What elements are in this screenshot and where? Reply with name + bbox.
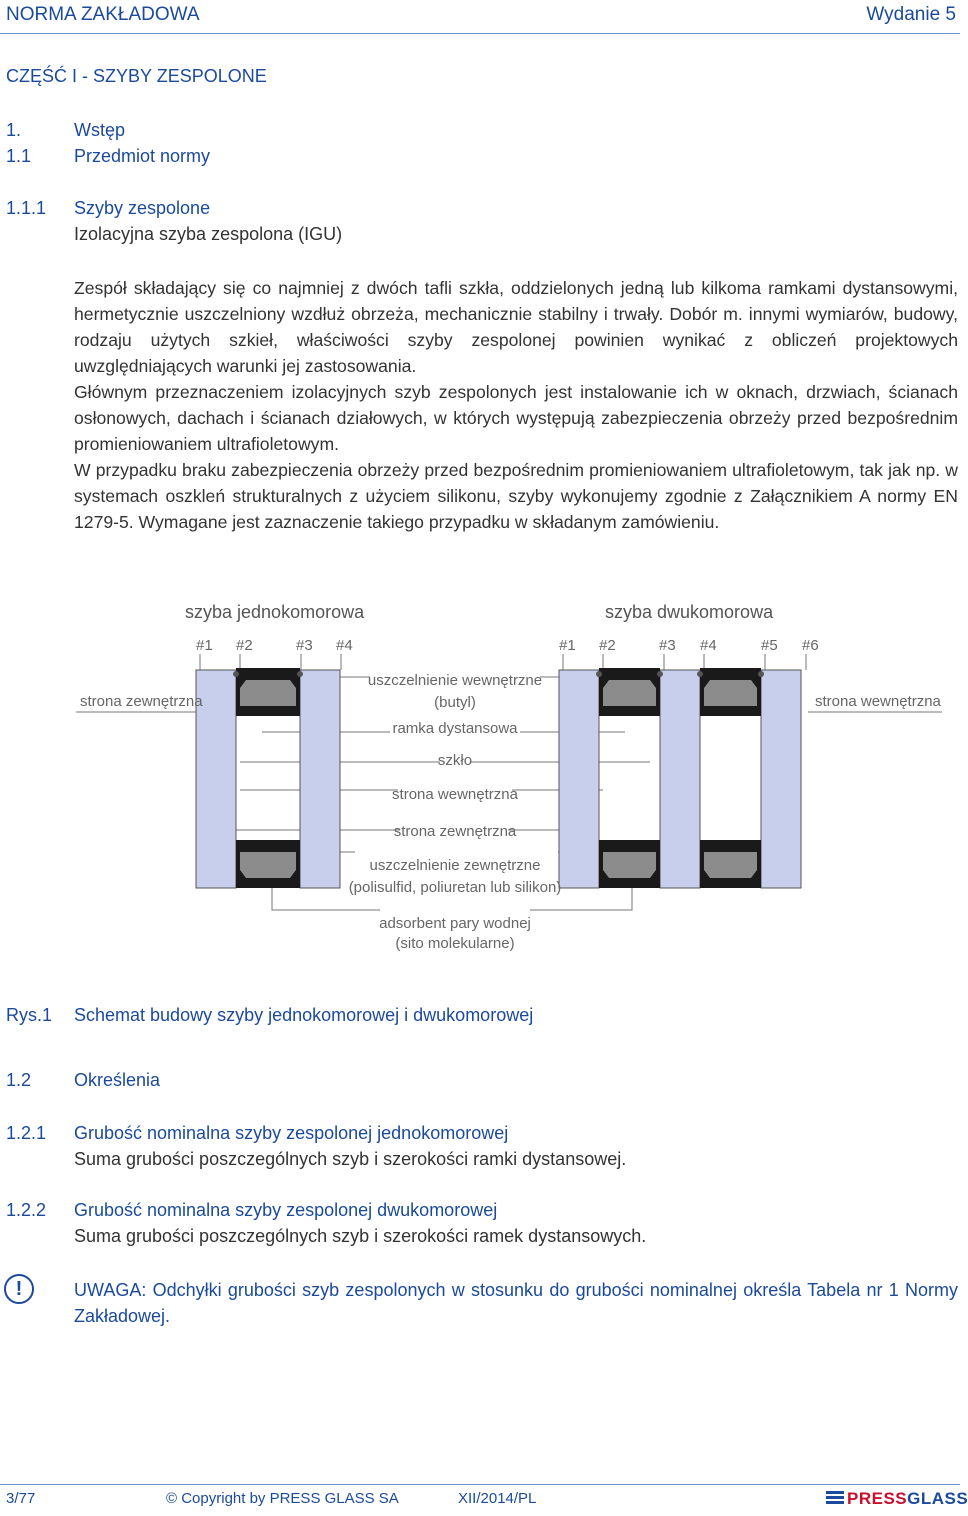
section-title: Grubość nominalna szyby zespolonej jednokomorowej <box>74 1123 509 1143</box>
section-title: Przedmiot normy <box>74 146 211 166</box>
desiccant <box>240 680 296 706</box>
surface-label: #3 <box>659 637 676 654</box>
single-chamber-unit <box>196 668 340 888</box>
surface-label: #5 <box>761 637 778 654</box>
surface-label: #1 <box>196 637 213 654</box>
surface-label: #2 <box>236 637 253 654</box>
igu-diagram <box>0 590 960 960</box>
glass-pane <box>300 670 340 888</box>
section-number: 1. <box>6 120 22 140</box>
callout-label: (sito molekularne) <box>395 935 515 952</box>
surface-label: #6 <box>802 637 819 654</box>
doc-title: NORMA ZAKŁADOWA <box>6 4 200 25</box>
section-number: 1.1.1 <box>6 198 47 218</box>
section-title: Wstęp <box>74 120 126 140</box>
callout-label: (polisulfid, poliuretan lub silikon) <box>348 879 562 896</box>
issue-date: XII/2014/PL <box>458 1490 537 1507</box>
page-number: 3/77 <box>6 1490 36 1507</box>
section-text: Suma grubości poszczególnych szyb i szerokości ramek dystansowych. <box>74 1226 647 1246</box>
note-text: UWAGA: Odchyłki grubości szyb zespolonych w stosunku do grubości nominalnej określa Tabela nr 1 Normy Zakładowej. <box>74 1280 958 1326</box>
section-title: Określenia <box>74 1070 161 1090</box>
callout-label: ramka dystansowa <box>392 720 518 737</box>
callout-label: (butyl) <box>434 694 476 711</box>
section-number: 1.2 <box>6 1070 32 1090</box>
callout-label: adsorbent pary wodnej <box>379 915 531 932</box>
edition-label: Wydanie 5 <box>866 4 956 25</box>
section-number: 1.2.2 <box>6 1200 47 1220</box>
warning-icon: ! <box>4 1274 34 1304</box>
glass-pane <box>761 670 801 888</box>
glass-pane <box>559 670 599 888</box>
surface-label: #3 <box>296 637 313 654</box>
header-rule <box>0 33 960 34</box>
surface-label: #4 <box>700 637 717 654</box>
logo-mark-icon <box>826 1491 844 1505</box>
surface-label: #2 <box>599 637 616 654</box>
section-title: Szyby zespolone <box>74 198 211 218</box>
callout-label: strona wewnętrzna <box>392 786 518 803</box>
pressglass-logo: PRESSGLASS <box>826 1489 968 1509</box>
diagram-title-left: szyba jednokomorowa <box>185 602 365 622</box>
section-subtitle: Izolacyjna szyba zespolona (IGU) <box>74 224 343 244</box>
side-label-outer: strona zewnętrzna <box>80 693 203 710</box>
surface-label: #4 <box>336 637 353 654</box>
surface-label: #1 <box>559 637 576 654</box>
section-title: Grubość nominalna szyby zespolonej dwukomorowej <box>74 1200 498 1220</box>
desiccant <box>240 852 296 878</box>
desiccant <box>704 680 757 706</box>
paragraph: Głównym przeznaczeniem izolacyjnych szyb zespolonych jest instalowanie ich w oknach, drzwiach, ścianach osłonowych, dachach i ścianach działowych, w których występują zabezpieczenia obrzeży przed bezpośrednim promieniowaniem ultrafioletowym. <box>74 382 958 454</box>
part-title: CZĘŚĆ I - SZYBY ZESPOLONE <box>6 66 267 86</box>
figure-caption: Schemat budowy szyby jednokomorowej i dwukomorowej <box>74 1005 534 1025</box>
copyright: © Copyright by PRESS GLASS SA <box>166 1490 399 1507</box>
desiccant <box>603 852 656 878</box>
paragraph: Zespół składający się co najmniej z dwóch tafli szkła, oddzielonych jedną lub kilkoma ramkami dystansowymi, hermetycznie uszczelniony wzdłuż obrzeża, mechanicznie stabilny i trwały. Dobór m. innymi wymiarów, budowy, rodzaju użytych szkieł, właściwości szyby zespolonej powinien wynikać z obliczeń projektowych uwzględniających warunki jej zastosowania. <box>74 278 958 376</box>
desiccant <box>603 680 656 706</box>
callout-label: szkło <box>437 752 473 769</box>
section-number: 1.2.1 <box>6 1123 47 1143</box>
footer-rule <box>0 1484 960 1485</box>
body-text <box>74 275 958 535</box>
paragraph: W przypadku braku zabezpieczenia obrzeży przed bezpośrednim promieniowaniem ultrafioletowym, tak jak np. w systemach oszkleń strukturalnych z użyciem silikonu, szyby wykonujemy zgodnie z Załącznikiem A normy EN 1279-5. Wymagane jest zaznaczenie takiego przypadku w składanym zamówieniu. <box>74 460 958 532</box>
figure-label: Rys.1 <box>6 1005 53 1025</box>
diagram-title-right: szyba dwukomorowa <box>605 602 774 622</box>
callout-label: uszczelnienie zewnętrzne <box>369 857 541 874</box>
callout-label: strona zewnętrzna <box>393 823 517 840</box>
section-number: 1.1 <box>6 146 32 166</box>
side-label-inner: strona wewnętrzna <box>815 693 941 710</box>
glass-pane <box>660 670 700 888</box>
desiccant <box>704 852 757 878</box>
callout-label: uszczelnienie wewnętrzne <box>367 672 543 689</box>
section-text: Suma grubości poszczególnych szyb i szerokości ramki dystansowej. <box>74 1149 627 1169</box>
double-chamber-unit <box>559 668 801 888</box>
